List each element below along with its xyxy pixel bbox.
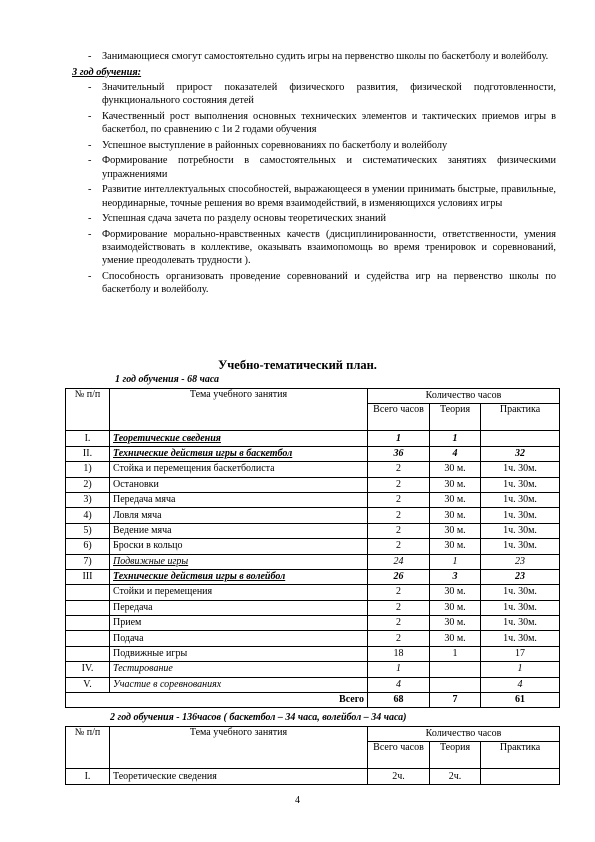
table-row <box>66 446 560 461</box>
year1-plan-table <box>65 388 560 708</box>
table-row <box>66 554 560 569</box>
cell-num <box>66 585 110 600</box>
cell-total: 2 <box>368 462 430 477</box>
header-total: Всего часов <box>368 404 430 431</box>
cell-practice: 1ч. 30м. <box>481 631 560 646</box>
table1-subtitle: 1 год обучения - 68 часа <box>115 374 220 385</box>
cell-practice <box>481 431 560 446</box>
cell-total: 24 <box>368 554 430 569</box>
expected-results-list <box>72 50 556 299</box>
cell-practice: 1ч. 30м. <box>481 539 560 554</box>
cell-topic: Передача <box>110 600 368 615</box>
table-row <box>66 492 560 507</box>
cell-topic: Ведение мяча <box>110 523 368 538</box>
list-dash: - <box>88 184 92 196</box>
cell-total: 1 <box>368 662 430 677</box>
table-row <box>66 769 560 784</box>
cell-practice: 1 <box>481 662 560 677</box>
cell-theory: 3 <box>430 569 481 584</box>
cell-num: 5) <box>66 523 110 538</box>
cell-practice: 23 <box>481 554 560 569</box>
cell-total: 36 <box>368 446 430 461</box>
cell-total: 2 <box>368 585 430 600</box>
list-item <box>88 183 556 209</box>
cell-theory: 30 м. <box>430 600 481 615</box>
cell-num: V. <box>66 677 110 692</box>
cell-theory: 30 м. <box>430 631 481 646</box>
cell-topic: Подвижные игры <box>110 646 368 661</box>
cell-num: 2) <box>66 477 110 492</box>
cell-total: 2 <box>368 631 430 646</box>
plan-title: Учебно-тематический план. <box>218 358 377 372</box>
cell-practice: 32 <box>481 446 560 461</box>
cell-total: 18 <box>368 646 430 661</box>
total-value: 68 <box>368 693 430 708</box>
cell-topic: Броски в кольцо <box>110 539 368 554</box>
list-item <box>88 110 556 136</box>
header-hours: Количество часов <box>368 727 560 742</box>
list-dash: - <box>88 139 92 151</box>
cell-practice: 1ч. 30м. <box>481 508 560 523</box>
cell-practice: 1ч. 30м. <box>481 585 560 600</box>
cell-practice: 1ч. 30м. <box>481 600 560 615</box>
cell-topic: Остановки <box>110 477 368 492</box>
cell-theory: 1 <box>430 431 481 446</box>
table-header-row <box>66 389 560 404</box>
header-num: № п/п <box>66 389 110 431</box>
cell-practice <box>481 769 560 784</box>
list-item-text: Успешная сдача зачета по разделу основы теоретических знаний <box>102 213 386 225</box>
list-dash: - <box>88 110 92 122</box>
cell-practice: 4 <box>481 677 560 692</box>
cell-topic: Передача мяча <box>110 492 368 507</box>
table-row <box>66 677 560 692</box>
cell-theory <box>430 677 481 692</box>
table-total-row <box>66 693 560 708</box>
list-item-text: Успешное выступление в районных соревнованиях по баскетболу и волейболу <box>102 139 448 151</box>
table-row <box>66 631 560 646</box>
header-theory: Теория <box>430 742 481 769</box>
list-item <box>88 139 556 152</box>
table-row <box>66 523 560 538</box>
table-row <box>66 646 560 661</box>
list-dash: - <box>88 81 92 93</box>
cell-topic: Подача <box>110 631 368 646</box>
cell-practice: 17 <box>481 646 560 661</box>
cell-theory <box>430 662 481 677</box>
cell-practice: 1ч. 30м. <box>481 616 560 631</box>
cell-total: 26 <box>368 569 430 584</box>
header-theory: Теория <box>430 404 481 431</box>
cell-num <box>66 631 110 646</box>
cell-num <box>66 616 110 631</box>
header-topic: Тема учебного занятия <box>110 727 368 769</box>
cell-num: I. <box>66 769 110 784</box>
list-item <box>88 81 556 107</box>
cell-num: II. <box>66 446 110 461</box>
cell-theory: 4 <box>430 446 481 461</box>
cell-theory: 30 м. <box>430 477 481 492</box>
cell-total: 4 <box>368 677 430 692</box>
year3-heading: 3 год обучения: <box>72 66 142 78</box>
cell-num: IV. <box>66 662 110 677</box>
header-num: № п/п <box>66 727 110 769</box>
list-item <box>88 270 556 296</box>
header-topic: Тема учебного занятия <box>110 389 368 431</box>
table-row <box>66 431 560 446</box>
cell-theory: 30 м. <box>430 492 481 507</box>
table-row <box>66 508 560 523</box>
list-item-text: Формирование потребности в самостоятельных и систематических занятиях физическими упражнениями <box>102 155 556 180</box>
list-dash: - <box>88 213 92 225</box>
cell-num: 1) <box>66 462 110 477</box>
table-row <box>66 600 560 615</box>
cell-theory: 30 м. <box>430 508 481 523</box>
cell-theory: 30 м. <box>430 462 481 477</box>
table-row <box>66 539 560 554</box>
cell-total: 2 <box>368 523 430 538</box>
cell-num: 7) <box>66 554 110 569</box>
cell-topic: Теоретические сведения <box>110 769 368 784</box>
list-item <box>88 212 556 225</box>
cell-num: III <box>66 569 110 584</box>
total-theory: 7 <box>430 693 481 708</box>
table-row <box>66 477 560 492</box>
cell-total: 2 <box>368 508 430 523</box>
cell-practice: 1ч. 30м. <box>481 523 560 538</box>
cell-num <box>66 600 110 615</box>
cell-topic: Подвижные игры <box>110 554 368 569</box>
list-item-text: Формирование морально-нравственных качеств (дисциплинированности, ответственности, умения взаимодействовать в коллективе, оказывать взаимопомощь во время тренировок и соревнований, умение преодолевать трудности ). <box>102 228 556 267</box>
total-practice: 61 <box>481 693 560 708</box>
list-item <box>88 228 556 268</box>
cell-topic: Технические действия игры в волейбол <box>110 569 368 584</box>
table-row <box>66 616 560 631</box>
cell-num: I. <box>66 431 110 446</box>
table-row <box>66 569 560 584</box>
cell-theory: 30 м. <box>430 585 481 600</box>
cell-topic: Стойки и перемещения <box>110 585 368 600</box>
list-item-text: Занимающиеся смогут самостоятельно судить игры на первенство школы по баскетболу и волейболу. <box>102 51 549 62</box>
cell-total: 1 <box>368 431 430 446</box>
table-row <box>66 585 560 600</box>
cell-topic: Ловля мяча <box>110 508 368 523</box>
cell-theory: 1 <box>430 554 481 569</box>
cell-theory: 30 м. <box>430 539 481 554</box>
cell-total: 2 <box>368 616 430 631</box>
total-label: Всего <box>66 693 368 708</box>
list-item <box>88 154 556 180</box>
table-row <box>66 462 560 477</box>
list-dash: - <box>88 155 92 167</box>
cell-num: 3) <box>66 492 110 507</box>
cell-topic: Тестирование <box>110 662 368 677</box>
cell-total: 2 <box>368 600 430 615</box>
cell-practice: 1ч. 30м. <box>481 477 560 492</box>
list-item-text: Значительный прирост показателей физического развития, физической подготовленности, функционального состояния детей <box>102 81 556 107</box>
list-item-text: Качественный рост выполнения основных технических элементов и тактических приемов игры в баскетбол, по сравнению с 1и 2 годами обучения <box>102 110 556 136</box>
cell-practice: 23 <box>481 569 560 584</box>
cell-topic: Теоретические сведения <box>110 431 368 446</box>
table-row <box>66 662 560 677</box>
cell-num: 4) <box>66 508 110 523</box>
cell-theory: 30 м. <box>430 616 481 631</box>
list-item-text: Развитие интеллектуальных способностей, выражающееся в умении принимать быстрые, правильные, неординарные, точные решения во время взаимодействий, в изменяющихся условиях игры <box>102 184 556 209</box>
cell-topic: Технические действия игры в баскетбол <box>110 446 368 461</box>
cell-theory: 30 м. <box>430 523 481 538</box>
cell-total: 2ч. <box>368 769 430 784</box>
cell-topic: Стойка и перемещения баскетболиста <box>110 462 368 477</box>
list-item <box>88 50 556 63</box>
cell-topic: Участие в соревнованиях <box>110 677 368 692</box>
cell-topic: Прием <box>110 616 368 631</box>
cell-theory: 1 <box>430 646 481 661</box>
table2-subtitle: 2 год обучения - 136часов ( баскетбол – 34 часа, волейбол – 34 часа) <box>110 712 407 723</box>
cell-total: 2 <box>368 492 430 507</box>
list-dash: - <box>88 271 92 283</box>
cell-theory: 2ч. <box>430 769 481 784</box>
page-number: 4 <box>295 795 300 806</box>
list-dash: - <box>88 51 92 62</box>
header-hours: Количество часов <box>368 389 560 404</box>
table-header-row <box>66 727 560 742</box>
header-practice: Практика <box>481 742 560 769</box>
header-practice: Практика <box>481 404 560 431</box>
year2-plan-table <box>65 726 560 785</box>
cell-total: 2 <box>368 477 430 492</box>
list-item-text: Способность организовать проведение соревнований и судейства игр на первенство школы по баскетболу и волейболу. <box>102 271 556 296</box>
cell-total: 2 <box>368 539 430 554</box>
cell-practice: 1ч. 30м. <box>481 462 560 477</box>
header-total: Всего часов <box>368 742 430 769</box>
cell-practice: 1ч. 30м. <box>481 492 560 507</box>
cell-num <box>66 646 110 661</box>
list-dash: - <box>88 228 92 240</box>
cell-num: 6) <box>66 539 110 554</box>
year3-list <box>88 81 556 297</box>
